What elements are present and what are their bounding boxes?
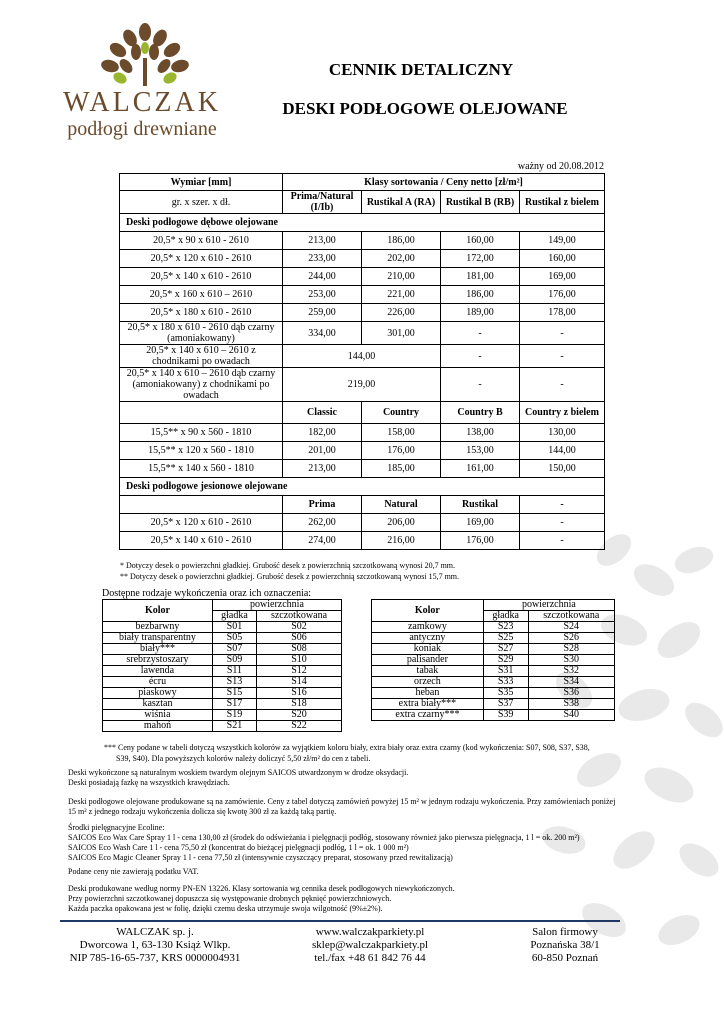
- valid-date: ważny od 20.08.2012: [517, 161, 604, 172]
- finish-code: S02: [256, 622, 341, 633]
- note-triple-star: [104, 742, 624, 764]
- brushed-header: szczotkowana: [528, 611, 614, 622]
- finish-code: S10: [256, 655, 341, 666]
- color-row: [103, 699, 342, 710]
- brand-block: [62, 88, 222, 140]
- finish-code: S31: [483, 666, 528, 677]
- price-cell: -: [520, 368, 605, 402]
- price-cell: -: [520, 514, 605, 532]
- dimension-cell: 15,5** x 140 x 560 - 1810: [120, 460, 283, 478]
- finish-code: S26: [528, 633, 614, 644]
- finish-code: S17: [212, 699, 256, 710]
- price-cell: -: [441, 322, 520, 345]
- col-header: Prima: [283, 496, 362, 514]
- col-header: Rustikal z bielem: [520, 191, 605, 214]
- color-name: kasztan: [103, 699, 213, 710]
- finish-code: S13: [212, 677, 256, 688]
- note-double-star: ** Dotyczy desek o powierzchni gładkiej. Grubość desek z powierzchnią szczotkowaną wynosi 15,7 mm.: [120, 572, 460, 581]
- color-name: koniak: [372, 644, 484, 655]
- price-cell: 219,00: [283, 368, 441, 402]
- table-row: [120, 514, 605, 532]
- price-cell: 213,00: [283, 460, 362, 478]
- paragraph-finish: [68, 768, 628, 788]
- price-cell: 301,00: [362, 322, 441, 345]
- footer-phone: tel./fax +48 61 842 76 44: [314, 952, 426, 964]
- col-header: -: [520, 496, 605, 514]
- colors-title: Dostępne rodzaje wykończenia oraz ich oznaczenia:: [102, 588, 312, 599]
- paragraph-care: [68, 823, 628, 863]
- table-row: [120, 496, 605, 514]
- colors-table-right: [371, 599, 615, 721]
- price-cell: 160,00: [441, 232, 520, 250]
- finish-code: S20: [256, 710, 341, 721]
- footer-salon-city: 60-850 Poznań: [531, 952, 599, 964]
- dimension-cell: 20,5* x 120 x 610 - 2610: [120, 514, 283, 532]
- price-cell: 202,00: [362, 250, 441, 268]
- notes-thickness: [120, 560, 600, 582]
- price-cell: 169,00: [441, 514, 520, 532]
- finish-code: S36: [528, 688, 614, 699]
- dimension-cell: 20,5* x 180 x 610 - 2610 dąb czarny (amoniakowany): [120, 322, 283, 345]
- color-row: [372, 699, 615, 710]
- note-triple-star-line2: S39, S40). Dla powyższych kolorów należy doliczyć 5,50 zł/m² do cen z tabeli.: [116, 754, 371, 763]
- price-cell: 150,00: [520, 460, 605, 478]
- color-name: tabak: [372, 666, 484, 677]
- color-name-header: Kolor: [103, 600, 213, 622]
- dim-sub-header: gr. x szer. x dł.: [120, 191, 283, 214]
- empty-cell: [120, 402, 283, 424]
- color-name: biały transparentny: [103, 633, 213, 644]
- para-line: SAICOS Eco Magic Cleaner Spray 1 l - cena 77,50 zł (intensywnie czyszczący preparat, stosowany przed rewitalizacją): [68, 853, 453, 862]
- brushed-header: szczotkowana: [256, 611, 341, 622]
- table-row: [120, 460, 605, 478]
- color-row: [372, 622, 615, 633]
- color-row: [103, 622, 342, 633]
- dimension-cell: 15,5** x 120 x 560 - 1810: [120, 442, 283, 460]
- color-row: [103, 644, 342, 655]
- finish-code: S39: [483, 710, 528, 721]
- price-cell: 334,00: [283, 322, 362, 345]
- price-cell: 176,00: [520, 286, 605, 304]
- price-cell: 244,00: [283, 268, 362, 286]
- price-cell: 153,00: [441, 442, 520, 460]
- price-table: [119, 173, 605, 550]
- colors-table-left: [102, 599, 342, 732]
- finish-code: S32: [528, 666, 614, 677]
- footer-salon: [510, 926, 620, 965]
- page-title: CENNIK DETALICZNY: [328, 60, 514, 79]
- price-cell: -: [441, 345, 520, 368]
- price-cell: -: [520, 345, 605, 368]
- color-name: orzech: [372, 677, 484, 688]
- color-row: [103, 677, 342, 688]
- finish-code: S15: [212, 688, 256, 699]
- finish-code: S33: [483, 677, 528, 688]
- col-header: Rustikal B (RB): [441, 191, 520, 214]
- finish-code: S12: [256, 666, 341, 677]
- dimension-cell: 20,5* x 140 x 610 – 2610 z chodnikami po owadach: [120, 345, 283, 368]
- color-name: extra czarny***: [372, 710, 484, 721]
- finish-code: S16: [256, 688, 341, 699]
- dimension-cell: 20,5* x 120 x 610 - 2610: [120, 250, 283, 268]
- price-cell: 213,00: [283, 232, 362, 250]
- color-name: srebrzystoszary: [103, 655, 213, 666]
- price-cell: 186,00: [362, 232, 441, 250]
- dimension-cell: 20,5* x 180 x 610 - 2610: [120, 304, 283, 322]
- table-row: [120, 368, 605, 402]
- finish-code: S35: [483, 688, 528, 699]
- dimension-cell: 20,5* x 140 x 610 - 2610: [120, 532, 283, 550]
- color-name-header: Kolor: [372, 600, 484, 622]
- col-header: Rustikal: [441, 496, 520, 514]
- price-cell: 158,00: [362, 424, 441, 442]
- col-header: Classic: [283, 402, 362, 424]
- color-name: heban: [372, 688, 484, 699]
- brand-subtitle: podłogi drewniane: [67, 118, 217, 140]
- footer-divider: [60, 920, 620, 922]
- finish-code: S18: [256, 699, 341, 710]
- price-cell: 186,00: [441, 286, 520, 304]
- price-cell: 206,00: [362, 514, 441, 532]
- table-row: [120, 442, 605, 460]
- price-cell: 226,00: [362, 304, 441, 322]
- finish-code: S27: [483, 644, 528, 655]
- table-row: [120, 214, 605, 232]
- footer-company-name: WALCZAK sp. j.: [116, 926, 194, 938]
- finish-code: S14: [256, 677, 341, 688]
- finish-code: S07: [212, 644, 256, 655]
- finish-code: S06: [256, 633, 341, 644]
- price-cell: -: [520, 322, 605, 345]
- color-name: wiśnia: [103, 710, 213, 721]
- color-name: zamkowy: [372, 622, 484, 633]
- color-name: écru: [103, 677, 213, 688]
- finish-code: S38: [528, 699, 614, 710]
- color-row: [372, 655, 615, 666]
- price-cell: 201,00: [283, 442, 362, 460]
- finish-code: S08: [256, 644, 341, 655]
- color-row: [372, 633, 615, 644]
- brand-name: WALCZAK: [63, 87, 221, 118]
- col-header: Prima/Natural (I/Ib): [283, 191, 362, 214]
- price-cell: 176,00: [362, 442, 441, 460]
- paragraph-vat: [68, 867, 628, 877]
- finish-code: S01: [212, 622, 256, 633]
- para-line: Podane ceny nie zawierają podatku VAT.: [68, 867, 199, 876]
- price-cell: 210,00: [362, 268, 441, 286]
- footer-salon-street: Poznańska 38/1: [530, 939, 600, 951]
- finish-code: S22: [256, 721, 341, 732]
- color-row: [103, 721, 342, 732]
- footer-email-link[interactable]: sklep@walczakparkiety.pl: [311, 939, 428, 951]
- finish-code: S34: [528, 677, 614, 688]
- finish-code: S30: [528, 655, 614, 666]
- table-row: [120, 322, 605, 345]
- price-cell: 253,00: [283, 286, 362, 304]
- color-row: [103, 633, 342, 644]
- price-cell: 262,00: [283, 514, 362, 532]
- para-line: Deski wykończone są naturalnym woskiem twardym olejnym SAICOS utwardzonym w drodze oksydacji.: [68, 768, 409, 777]
- footer-www-link[interactable]: www.walczakparkiety.pl: [315, 926, 425, 938]
- col-header: Country B: [441, 402, 520, 424]
- para-line: Deski posiadają fazkę na wszystkich krawędziach.: [68, 778, 230, 787]
- finish-code: S21: [212, 721, 256, 732]
- finish-code: S25: [483, 633, 528, 644]
- surface-header: powierzchnia: [483, 600, 614, 611]
- finish-code: S09: [212, 655, 256, 666]
- price-cell: 160,00: [520, 250, 605, 268]
- dimension-cell: 20,5* x 90 x 610 - 2610: [120, 232, 283, 250]
- col-header: Natural: [362, 496, 441, 514]
- price-cell: -: [520, 532, 605, 550]
- para-line: Każda paczka opakowana jest w folię, dzięki czemu deska utrzymuje swoja wilgotność (9%±2%).: [68, 904, 383, 913]
- para-line: Przy powierzchni szczotkowanej dopuszcza się występowanie drobnych pęknięć powierzchniowych.: [68, 894, 392, 903]
- color-name: bezbarwny: [103, 622, 213, 633]
- finish-code: S11: [212, 666, 256, 677]
- color-row: [372, 688, 615, 699]
- price-cell: 144,00: [283, 345, 441, 368]
- price-cell: 233,00: [283, 250, 362, 268]
- price-cell: 169,00: [520, 268, 605, 286]
- dim-header: Wymiar [mm]: [120, 174, 283, 191]
- finish-code: S24: [528, 622, 614, 633]
- smooth-header: gładka: [483, 611, 528, 622]
- table-row: [120, 304, 605, 322]
- color-row: [103, 710, 342, 721]
- table-row: [120, 286, 605, 304]
- dimension-cell: 20,5* x 160 x 610 – 2610: [120, 286, 283, 304]
- page-subtitle: DESKI PODŁOGOWE OLEJOWANE: [282, 99, 568, 118]
- price-cell: 189,00: [441, 304, 520, 322]
- para-line: Środki pielęgnacyjne Ecoline:: [68, 823, 165, 832]
- price-cell: 176,00: [441, 532, 520, 550]
- finish-code: S37: [483, 699, 528, 710]
- section-header: Deski podłogowe jesionowe olejowane: [120, 478, 605, 496]
- footer-nip: NIP 785-16-65-737, KRS 0000004931: [69, 952, 241, 964]
- footer-contact: [282, 926, 458, 965]
- price-cell: 221,00: [362, 286, 441, 304]
- paragraph-norms: [68, 884, 628, 914]
- note-star: * Dotyczy desek o powierzchni gładkiej. Grubość desek z powierzchnią szczotkowaną wynosi 20,7 mm.: [120, 561, 456, 570]
- color-row: [372, 677, 615, 688]
- price-cell: 182,00: [283, 424, 362, 442]
- color-name: mahoń: [103, 721, 213, 732]
- color-row: [372, 666, 615, 677]
- para-line: Deski produkowane według normy PN-EN 13226. Klasy sortowania wg cennika desek podłogowych niewykończonych.: [68, 884, 455, 893]
- paragraph-order: [68, 797, 628, 817]
- note-triple-star-line1: *** Ceny podane w tabeli dotyczą wszystkich kolorów za wyjątkiem koloru biały, extra biały oraz extra czarny (kod wykończenia: S07, S08, S37, S38,: [104, 743, 590, 752]
- color-name: lawenda: [103, 666, 213, 677]
- finish-code: S40: [528, 710, 614, 721]
- finish-code: S28: [528, 644, 614, 655]
- price-cell: 138,00: [441, 424, 520, 442]
- color-name: biały***: [103, 644, 213, 655]
- price-cell: -: [441, 368, 520, 402]
- color-row: [372, 710, 615, 721]
- dimension-cell: 15,5** x 90 x 560 - 1810: [120, 424, 283, 442]
- finish-code: S05: [212, 633, 256, 644]
- col-header: Country: [362, 402, 441, 424]
- table-row: [120, 532, 605, 550]
- col-header: Rustikal A (RA): [362, 191, 441, 214]
- price-cell: 181,00: [441, 268, 520, 286]
- color-row: [103, 666, 342, 677]
- section-header: Deski podłogowe dębowe olejowane: [120, 214, 605, 232]
- color-name: antyczny: [372, 633, 484, 644]
- color-row: [103, 655, 342, 666]
- footer-address: Dworcowa 1, 63-130 Książ Wlkp.: [79, 939, 231, 951]
- para-line: Deski podłogowe olejowane produkowane są na zamówienie. Ceny z tabel dotyczą zamówień powyżej 15 m² w jednym rodzaju wykończenia. Przy zamówieniach poniżej: [68, 797, 616, 806]
- price-cell: 216,00: [362, 532, 441, 550]
- price-cell: 185,00: [362, 460, 441, 478]
- price-cell: 178,00: [520, 304, 605, 322]
- table-row: [120, 402, 605, 424]
- color-name: extra biały***: [372, 699, 484, 710]
- price-cell: 130,00: [520, 424, 605, 442]
- footer-salon-label: Salon firmowy: [532, 926, 598, 938]
- classes-header: Klasy sortowania / Ceny netto [zł/m²]: [283, 174, 605, 191]
- dimension-cell: 20,5* x 140 x 610 – 2610 dąb czarny (amoniakowany) z chodnikami po owadach: [120, 368, 283, 402]
- finish-code: S23: [483, 622, 528, 633]
- footer-company: [60, 926, 250, 965]
- dimension-cell: 20,5* x 140 x 610 - 2610: [120, 268, 283, 286]
- price-cell: 274,00: [283, 532, 362, 550]
- table-row: [120, 268, 605, 286]
- para-line: SAICOS Eco Wax Care Spray 1 l - cena 130,00 zł (środek do odświeżania i pielęgnacji podłóg, stosowany również jako pierwsza pielęgnacja, 1 l = ok. 200 m²): [68, 833, 580, 842]
- color-name: piaskowy: [103, 688, 213, 699]
- price-cell: 161,00: [441, 460, 520, 478]
- table-row: [120, 345, 605, 368]
- table-row: [120, 250, 605, 268]
- para-line: SAICOS Eco Wash Care 1 l - cena 75,50 zł (koncentrat do bieżącej pielęgnacji podłóg, 1 l = ok. 1 000 m²): [68, 843, 409, 852]
- price-cell: 144,00: [520, 442, 605, 460]
- price-cell: 149,00: [520, 232, 605, 250]
- surface-header: powierzchnia: [212, 600, 341, 611]
- table-row: [120, 232, 605, 250]
- price-cell: 259,00: [283, 304, 362, 322]
- col-header: Country z bielem: [520, 402, 605, 424]
- color-row: [372, 644, 615, 655]
- empty-cell: [120, 496, 283, 514]
- finish-code: S19: [212, 710, 256, 721]
- color-row: [103, 688, 342, 699]
- color-name: palisander: [372, 655, 484, 666]
- table-row: [120, 424, 605, 442]
- price-cell: 172,00: [441, 250, 520, 268]
- para-line: 15 m² z jednego rodzaju wykończenia dolicza się kwotę 300 zł za każdą taką partię.: [68, 807, 337, 816]
- smooth-header: gładka: [212, 611, 256, 622]
- finish-code: S29: [483, 655, 528, 666]
- table-row: [120, 478, 605, 496]
